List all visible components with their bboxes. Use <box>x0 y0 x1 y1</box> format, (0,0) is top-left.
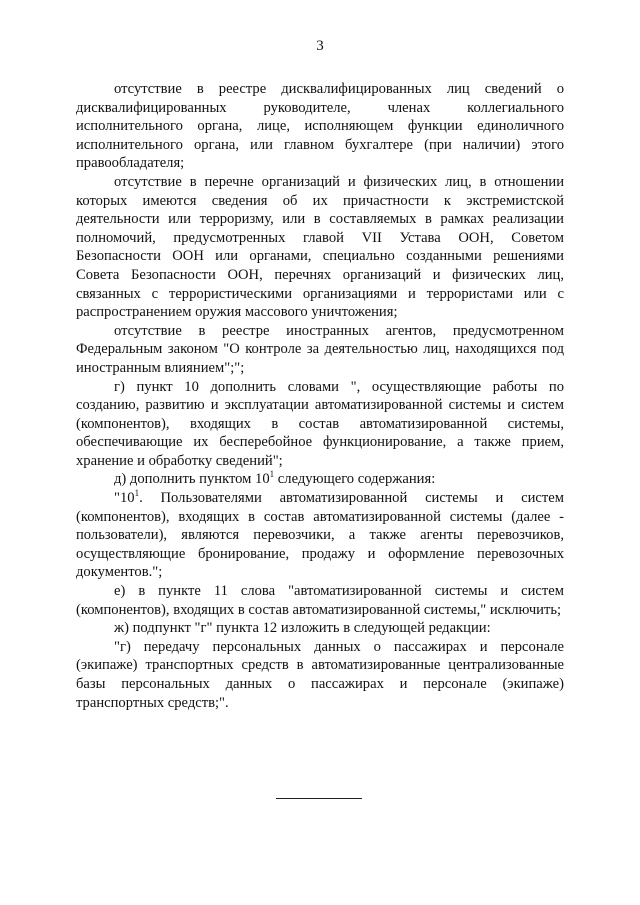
paragraph-item-g: г) пункт 10 дополнить словами ", осуществляющие работы по созданию, развитию и эксплуатации автоматизированной системы и систем (компонентов), входящих в состав автоматизированной системы, обеспечивающие их бесперебойное функционирование, а также прием, хранение и обработку сведений"; <box>76 378 564 469</box>
point-10-1-text-end: . Пользователями автоматизированной системы и систем (компонентов), входящих в состав автоматизированной системы (далее - пользователи), являются перевозчики, а также агенты перевозчиков, осуществляющие бронирование, продажу и оформление перевозочных документов."; <box>76 490 564 581</box>
paragraph-terrorism-list: отсутствие в перечне организаций и физических лиц, в отношении которых имеются сведения об их причастности к экстремистской деятельности или терроризму, или в составляемых в рамках реализации полномочий, предусмотренных главой VII Устава ООН, Советом Безопасности ООН или органами, специально созданными решениями Совета Безопасности ООН, перечнях организаций и физических лиц, связанных с террористическими организациями и террористами или с распространением оружия массового уничтожения; <box>76 173 564 321</box>
item-d-text-start: д) дополнить пунктом 10 <box>114 471 270 488</box>
document-body <box>76 80 564 712</box>
point-10-1-superscript: 1 <box>134 488 140 499</box>
page-number: 3 <box>316 38 324 54</box>
item-d-superscript: 1 <box>269 469 275 480</box>
paragraph-point-10-1 <box>76 489 564 582</box>
paragraph-item-e: е) в пункте 11 слова "автоматизированной системы и систем (компонентов), входящих в состав автоматизированной системы," исключить; <box>76 583 564 618</box>
paragraph-disqualified-registry: отсутствие в реестре дисквалифицированных лиц сведений о дисквалифицированных руководителе, членах коллегиального исполнительного органа, лице, исполняющем функции единоличного исполнительного органа, или главном бухгалтере (при наличии) этого правообладателя; <box>76 81 564 172</box>
paragraph-item-zh: ж) подпункт "г" пункта 12 изложить в следующей редакции: <box>114 620 491 637</box>
paragraph-item-d <box>76 470 564 489</box>
end-of-text-rule <box>276 798 362 799</box>
item-d-text-end: следующего содержания: <box>274 471 436 488</box>
paragraph-subpoint-g-new: "г) передачу персональных данных о пассажирах и персонале (экипаже) транспортных средств в автоматизированные централизованные базы персональных данных о пассажирах и персонале (экипаже) транспортных средств;". <box>76 638 564 711</box>
paragraph-foreign-agents-registry: отсутствие в реестре иностранных агентов, предусмотренном Федеральным законом "О контроле за деятельностью лиц, находящихся под иностранным влиянием";"; <box>76 322 564 376</box>
point-10-1-text-start: "10 <box>114 490 135 507</box>
